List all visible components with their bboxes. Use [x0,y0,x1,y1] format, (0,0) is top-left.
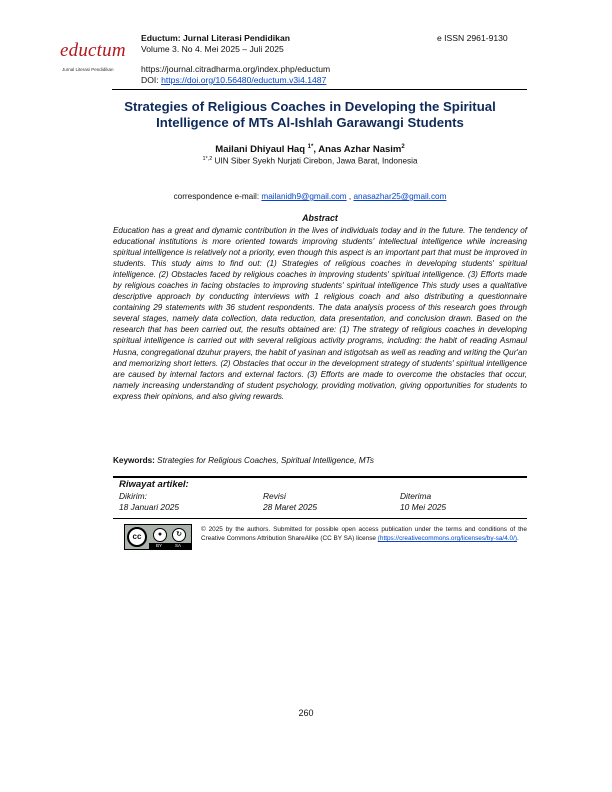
email-link-2[interactable]: anasazhar25@gmail.com [353,192,447,201]
email-link-1[interactable]: mailanidh9@gmail.com [261,192,347,201]
by-person-icon: ● [153,528,167,542]
affiliation-sup: 1*,2 [202,156,213,162]
by-label: BY [156,543,163,548]
article-history [113,476,527,519]
correspondence [70,192,550,201]
journal-header [141,33,290,54]
history-revised [263,491,317,513]
abstract-text: Education has a great and dynamic contribution in the lives of individuals today and in the future. The tendency of educational institutions is more oriented towards improving students' intellectual intelligence while increasing spiritual intelligence is relatively not a priority, even though this aspect is an important part that must be improved in students. This study aims to find out: (1) Strategies of religious coaches in developing students' spiritual intelligence. (2) Obstacles faced by religious coaches in improving students' spiritual intelligence. (3) Efforts made by religious coaches in facing obstacles to improving students' spiritual intelligence This study uses a qualitative descriptive approach by conducting interviews with 1 religious coach and also distributing a questionnaire containing 29 statements with 36 student respondents. The data analysis process of this research goes through several stages, namely data collection, data reduction, data presentation, and conclusion drawn. Based on the research that has been carried out, the results obtained are: (1) The strategy of religious coaches in developing spiritual intelligence is carried out with several religious activity programs, including: the habit of reading Asmaul Husna, congregational dzuhur prayers, the habit of yasinan and istigotsah as well as reading and writing the Qur'an and memorizing short letters. (2) Obstacles that occur in the development strategy of students' spiritual intelligence are caused by internal factors and external factors. (3) Efforts are made to overcome the obstacles that occur, namely increasing understanding of student psychology, providing motivation, giving opportunities for students to express their opinions, and also giving rewards. [113,226,527,401]
revised-date: 28 Maret 2025 [263,502,318,512]
history-received [119,491,179,513]
keywords [113,456,527,465]
sa-label: SA [175,543,182,548]
license-link[interactable]: (https://creativecommons.org/licenses/by-sa/4.0/) [377,535,517,543]
abstract-heading: Abstract [302,213,338,223]
license-statement: © 2025 by the authors. Submitted for possible open access publication under the terms and conditions of the Creative Commons Attribution ShareAlike (CC BY SA) license [201,526,527,543]
history-bottom-rule [113,518,527,519]
logo-wordmark: eductum [60,40,126,61]
author-1-sup: 1* [307,144,314,150]
history-accepted [400,491,446,513]
cc-band [149,543,191,549]
journal-name: Eductum: Jurnal Literasi Pendidikan [141,33,290,43]
issn: e ISSN 2961-9130 [437,33,508,43]
logo-subtitle: Jurnal Literasi Pendidikan [62,67,114,72]
received-date: 18 Januari 2025 [119,502,180,512]
accepted-date: 10 Mei 2025 [400,502,447,512]
title-line-1: Strategies of Religious Coaches in Developing the Spiritual [124,99,496,114]
keywords-text: Strategies for Religious Coaches, Spiritual Intelligence, MTs [157,456,374,465]
author-2-sup: 2 [401,144,405,150]
email-separator: , [348,192,352,201]
correspondence-label: correspondence e-mail: [173,192,260,201]
license-text [201,525,527,544]
article-title [70,99,550,131]
cc-license-badge[interactable] [124,524,192,550]
affiliation-text: UIN Siber Syekh Nurjati Cirebon, Jawa Barat, Indonesia [214,156,418,166]
doi-link[interactable]: https://doi.org/10.56480/eductum.v3i4.1487 [161,74,327,85]
title-line-2: Intelligence of MTs Al-Ishlah Garawangi Students [156,115,464,130]
doi-label: DOI: [141,74,159,85]
license-tail: . [517,535,519,543]
affiliation [70,156,550,166]
author-1: Mailani Dhiyaul Haq [215,144,306,156]
history-top-rule [113,476,527,478]
history-title: Riwayat artikel: [119,479,189,490]
received-label: Dikirim: [119,491,147,501]
share-alike-icon: ↻ [172,528,186,542]
page-number: 260 [298,708,314,718]
journal-links [141,64,330,85]
revised-label: Revisi [263,491,286,501]
journal-issue: Volume 3. No 4. Mei 2025 – Juli 2025 [141,43,284,54]
header-rule [112,89,527,90]
cc-icon: cc [127,527,147,547]
keywords-label: Keywords: [113,456,155,465]
doi-line [141,75,330,86]
author-separator: , [313,144,319,156]
authors [70,144,550,155]
accepted-label: Diterima [400,491,432,501]
author-2: Anas Azhar Nasim [318,144,402,156]
journal-url[interactable]: https://journal.citradharma.org/index.php/eductum [141,64,331,74]
journal-logo [56,28,126,78]
